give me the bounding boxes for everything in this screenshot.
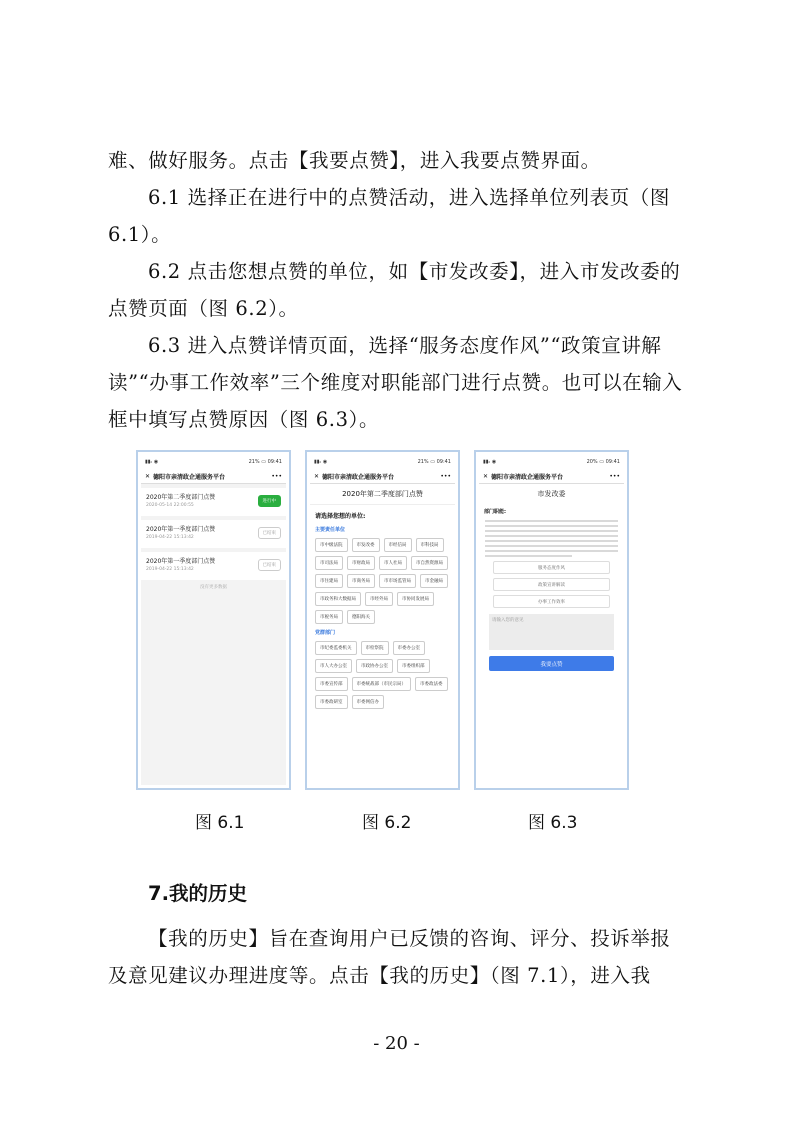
duty-label: 部门职能: [484, 509, 506, 515]
unit-chip[interactable]: 市委网信办 [352, 695, 385, 709]
submit-like-button[interactable]: 我要点赞 [489, 656, 614, 671]
paragraph-7: 【我的历史】旨在查询用户已反馈的咨询、评分、投诉举报及意见建议办理进度等。点击【我的历史】（图 7.1），进入我 [108, 927, 671, 987]
section-main-units: 主要责任单位 [315, 527, 346, 533]
unit-chip[interactable]: 市市场监管局 [379, 574, 416, 588]
activity-card-date: 2019-04-22 15:13:42 [146, 567, 194, 572]
status-bar [141, 455, 286, 469]
unit-chip[interactable]: 市商务局 [347, 574, 375, 588]
nav-title: 德阳市亲清政企通服务平台 [322, 473, 395, 481]
activity-card-title: 2020年第一季度部门点赞 [146, 558, 216, 565]
status-badge: 已结束 [258, 559, 282, 571]
signal-icon: ▮▮ᵢₗ ◉ [145, 459, 159, 465]
reason-textarea[interactable]: 请输入您的意见 [489, 614, 614, 650]
unit-chip[interactable]: 市委组织部 [397, 659, 430, 673]
close-icon[interactable]: ✕ [314, 472, 320, 480]
unit-chip[interactable]: 市政务和大数据局 [315, 592, 361, 606]
rating-option-button[interactable]: 办事工作效率 [493, 595, 610, 608]
paragraph-6-3: 6.3 进入点赞详情页面，选择“服务态度作风”“政策宣讲解读”“办事工作效率”三个维度对职能部门进行点赞。也可以在输入框中填写点赞原因（图 6.3）。 [108, 334, 683, 431]
unit-chip[interactable]: 市税务局 [315, 610, 343, 624]
caption-6-2: 图 6.2 [362, 813, 412, 833]
select-prompt: 请选择您想的单位: [315, 513, 366, 520]
nav-bar [479, 469, 624, 484]
status-battery-time: 20% ▭ 09:41 [586, 459, 620, 465]
caption-6-1: 图 6.1 [195, 813, 245, 833]
no-more-text: 没有更多数据 [200, 585, 227, 590]
page-number: - 20 - [373, 1033, 420, 1054]
more-icon[interactable]: ••• [271, 472, 282, 480]
unit-chip[interactable]: 市协同发展局 [397, 592, 434, 606]
signal-icon: ▮▮ᵢₗ ◉ [483, 459, 497, 465]
unit-chip[interactable]: 市委政法委 [415, 677, 448, 691]
unit-chip[interactable]: 德阳海关 [347, 610, 375, 624]
unit-chip[interactable]: 市政协办公室 [356, 659, 393, 673]
activity-title: 2020年第二季度部门点赞 [310, 484, 455, 505]
unit-chip[interactable]: 市经外局 [365, 592, 393, 606]
close-icon[interactable]: ✕ [145, 472, 151, 480]
paragraph-6-2: 6.2 点击您想点赞的单位，如【市发改委】，进入市发改委的点赞页面（图 6.2）。 [108, 260, 681, 320]
duty-description [479, 520, 624, 557]
activity-card-date: 2020-05-14 22:00:55 [146, 503, 194, 508]
status-badge: 进行中 [258, 495, 282, 507]
unit-chip[interactable]: 市金融局 [420, 574, 448, 588]
unit-chip[interactable]: 市中级法院 [315, 538, 348, 552]
activity-card-date: 2019-04-22 15:13:42 [146, 535, 194, 540]
unit-chip[interactable]: 市发改委 [352, 538, 380, 552]
nav-title: 德阳市亲清政企通服务平台 [153, 473, 226, 481]
more-icon[interactable]: ••• [440, 472, 451, 480]
unit-chip[interactable]: 市委宣传部 [315, 677, 348, 691]
status-battery-time: 21% ▭ 09:41 [248, 459, 282, 465]
unit-chip[interactable]: 市经信局 [384, 538, 412, 552]
unit-chip[interactable]: 市委办公室 [393, 641, 426, 655]
caption-6-3: 图 6.3 [528, 813, 578, 833]
paragraph-6-1: 6.1 选择正在进行中的点赞活动，进入选择单位列表页（图 6.1）。 [108, 186, 671, 246]
rating-option-button[interactable]: 政策宣讲解读 [493, 578, 610, 591]
status-badge: 已结束 [258, 527, 282, 539]
status-bar [310, 455, 455, 469]
unit-chip[interactable]: 市财政局 [347, 556, 375, 570]
unit-chip[interactable]: 市委统战部（市民宗局） [352, 677, 412, 691]
unit-chip[interactable]: 市人大办公室 [315, 659, 352, 673]
signal-icon: ▮▮ᵢₗ ◉ [314, 459, 328, 465]
activity-card[interactable] [141, 552, 286, 580]
unit-title: 市发改委 [537, 490, 566, 498]
figure-6-1-screenshot [136, 450, 291, 790]
unit-chip[interactable]: 市司法局 [315, 556, 343, 570]
section-heading-7: 7.我的历史 [148, 882, 247, 905]
activity-card[interactable] [141, 520, 286, 548]
activity-card-title: 2020年第一季度部门点赞 [146, 526, 216, 533]
activity-card-title: 2020年第二季度部门点赞 [146, 494, 216, 501]
close-icon[interactable]: ✕ [483, 472, 489, 480]
status-bar [479, 455, 624, 469]
figure-6-2-screenshot [305, 450, 460, 790]
section-party-units: 党群部门 [315, 630, 336, 636]
figure-6-3-screenshot [474, 450, 629, 790]
status-battery-time: 21% ▭ 09:41 [417, 459, 451, 465]
unit-chip[interactable]: 市人社局 [379, 556, 407, 570]
nav-bar [141, 469, 286, 484]
activity-card[interactable] [141, 488, 286, 516]
unit-chip[interactable]: 市科技局 [416, 538, 444, 552]
unit-chip[interactable]: 市住建局 [315, 574, 343, 588]
rating-option-button[interactable]: 服务态度作风 [493, 561, 610, 574]
more-icon[interactable]: ••• [609, 472, 620, 480]
unit-chip[interactable]: 市委政研室 [315, 695, 348, 709]
unit-chip[interactable]: 市检察院 [361, 641, 389, 655]
nav-bar [310, 469, 455, 484]
nav-title: 德阳市亲清政企通服务平台 [491, 473, 564, 481]
paragraph-1: 难、做好服务。点击【我要点赞】，进入我要点赞界面。 [108, 149, 601, 172]
unit-chip[interactable]: 市自然资源局 [411, 556, 448, 570]
unit-chip[interactable]: 市纪委监委机关 [315, 641, 357, 655]
